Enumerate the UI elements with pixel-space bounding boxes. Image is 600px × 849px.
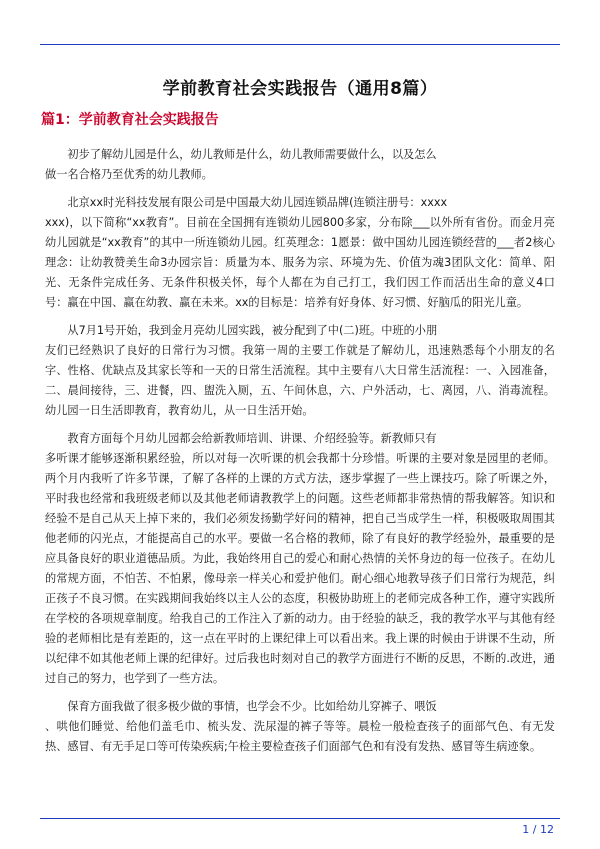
document-body [41,74,555,765]
paragraph-line: 保育方面我做了很多极少做的事情，也学会不少。比如给幼儿穿裤子、喂饭 [67,700,437,713]
paragraph-line: 北京xx时光科技发展有限公司是中国最大幼儿园连锁品牌(连锁注册号：xxxx [67,196,448,209]
paragraph-1 [45,145,555,185]
paragraph-4 [45,429,555,689]
paragraph-line: 初步了解幼儿园是什么，幼儿教师是什么，幼儿教师需要做什么，以及怎么 [67,148,437,161]
paragraph-text: 做一名合格乃至优秀的幼儿教师。 [45,168,213,181]
paragraph-text: 友们已经熟识了良好的日常行为习惯。我第一周的主要工作就是了解幼儿，迅速熟悉每个小朋友的名字、性格、优缺点及其家长等和一天的日常生活流程。其中主要有八大日常生活流程：一、入园准备，二、晨间接待，三、进餐，四、盥洗入厕，五、午间休息，六、户外活动，七、离园，八、消毒流程。幼儿园一日生活即教育，教育幼儿，从一日生活开始。 [45,344,555,417]
section-title: 篇1：学前教育社会实践报告 [41,112,219,128]
paragraph-3 [45,321,555,421]
paragraph-text: 、哄他们睡觉、给他们盖毛巾、梳头发、洗尿湿的裤子等等。晨检一般检查孩子的面部气色、有无发热、感冒、有无手足口等可传染疾病;午检主要检查孩子们面部气色和有没有发热、感冒等生病迹象。 [45,720,555,753]
paragraph-2 [45,193,555,313]
paragraph-text: xxx)，以下简称“xx教育”。目前在全国拥有连锁幼儿园800多家，分布除___以外所有省份。而金月亮幼儿园就是“xx教育”的其中一所连锁幼儿园。红英理念：1愿景：做中国幼儿园连锁经营的___者2核心理念：让幼教赞美生命3办园宗旨：质量为本、服务为宗、环境为先、价值为魂3团队文化：简单、阳光、无条件完成任务、无条件积极关怀，每个人都在为自己打工，我们因工作而活出生命的意义4口号：赢在中国、赢在幼教、赢在未来。xx的目标是：培养有好身体、好习惯、好脑瓜的阳光儿童。 [45,216,555,309]
document-title: 学前教育社会实践报告（通用8篇） [162,79,438,99]
header-rule [40,44,560,45]
footer-rule [40,818,560,819]
paragraph-5 [45,697,555,757]
page-indicator: 1 / 12 [522,823,554,836]
paragraph-text: 多听课才能够逐渐积累经验，所以对每一次听课的机会我都十分珍惜。听课的主要对象是园里的老师。两个月内我听了许多节课，了解了各样的上课的方式方法，逐步掌握了一些上课技巧。除了听课之外，平时我也经常和我班级老师以及其他老师请教教学上的问题。这些老师都非常热情的帮我解答。知识和经验不是自己从天上掉下来的，我们必须发扬勤学好问的精神，把自己当成学生一样，积极吸取周围其他老师的闪光点，才能提高自己的水平。要做一名合格的教师，除了有良好的教学经验外，最重要的是应具备良好的职业道德品质。为此，我始终用自己的爱心和耐心热情的关怀身边的每一位孩子。在幼儿的常规方面，不怕苦、不怕累，像母亲一样关心和爱护他们。耐心细心地教导孩子们日常行为规范，纠正孩子不良习惯。在实践期间我始终以主人公的态度，积极协助班上的老师完成各种工作，遵守实践所在学校的各项规章制度。给我自己的工作注入了新的动力。由于经验的缺乏，我的教学水平与其他有经验的老师相比是有差距的，这一点在平时的上课纪律上可以看出来。我上课的时候由于讲课不生动，所以纪律不如其他老师上课的纪律好。过后我也时刻对自己的教学方面进行不断的反思，不断的.改进，通过自己的努力，也学到了一些方法。 [45,452,555,685]
paragraph-line: 从7月1号开始，我到金月亮幼儿园实践，被分配到了中(二)班。中班的小朋 [67,324,438,337]
paragraph-line: 教育方面每个月幼儿园都会给新教师培训、讲课、介绍经验等。新教师只有 [67,432,437,445]
